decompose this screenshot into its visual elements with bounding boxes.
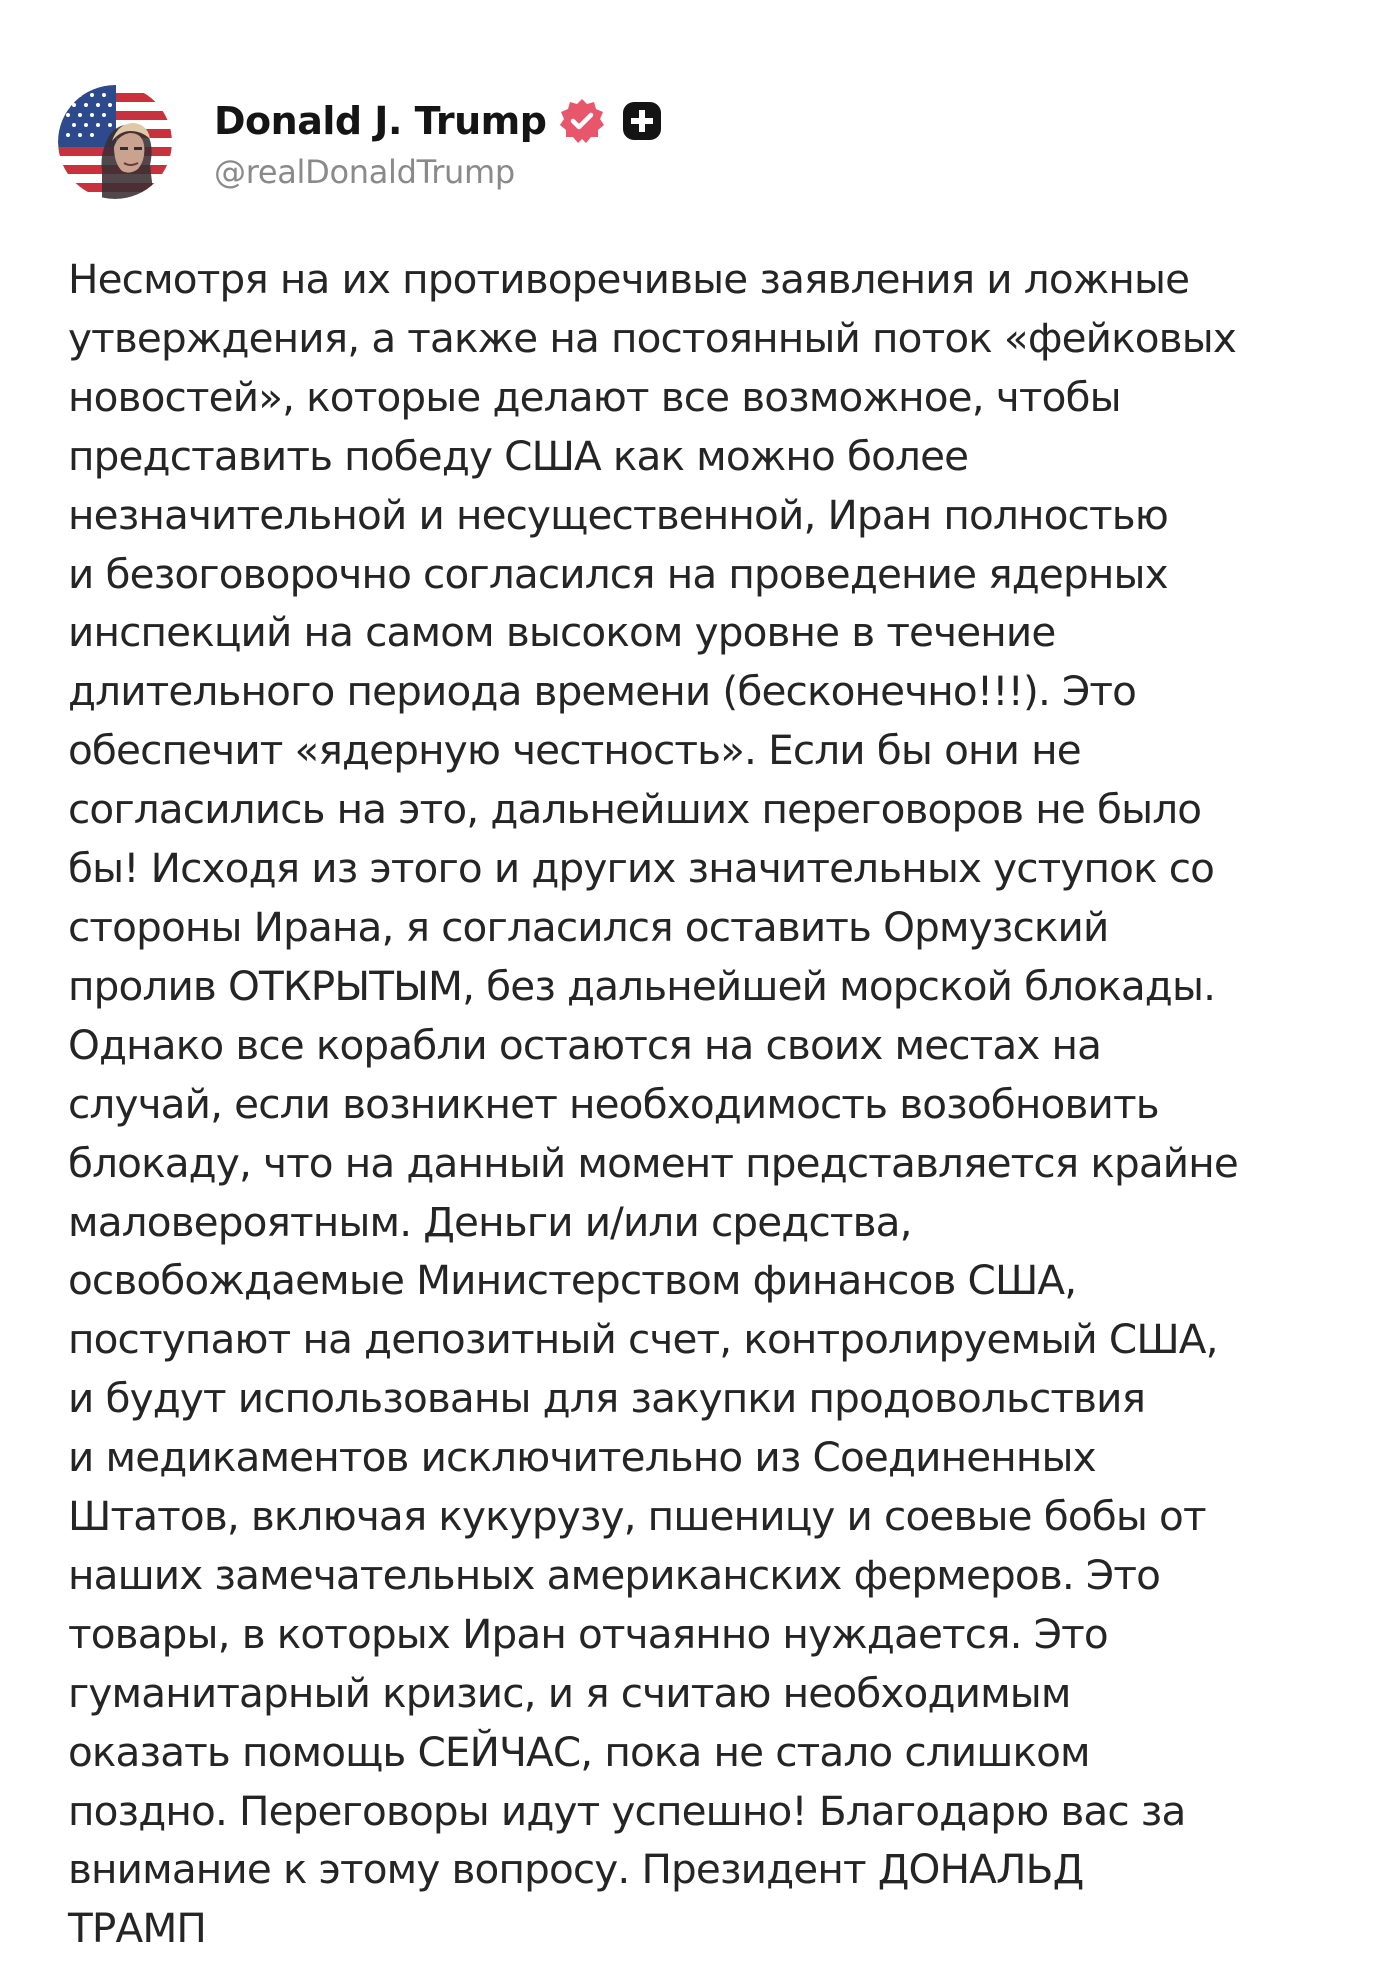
author-identity [214, 93, 664, 191]
verified-badge-icon [558, 97, 606, 145]
avatar-portrait-icon [58, 85, 172, 199]
plus-badge-icon [620, 99, 664, 143]
author-name-row [214, 93, 664, 149]
author-handle[interactable]: @realDonaldTrump [214, 153, 515, 191]
avatar[interactable] [58, 85, 172, 199]
author-display-name[interactable]: Donald J. Trump [214, 99, 547, 143]
post-text: Несмотря на их противоречивые заявления и ложные утверждения, а также на постоянный поток «фейковых новостей», которые делают все возможное, чтобы представить победу США как можно более незначительной и несущественной, Иран полностью и безоговорочно согласился на проведение ядерных инспекций на самом высоком уровне в течение длительного периода времени (бесконечно!!!). Это обеспечит «ядерную честность». Если бы они не согласились на это, дальнейших переговоров не было бы! Исходя из этого и других значительных уступок со стороны Ирана, я согласился оставить Ормузский пролив ОТКРЫТЫМ, без дальнейшей морской блокады. Однако все корабли остаются на своих местах на случай, если возникнет необходимость возобновить блокаду, что на данный момент представляется крайне маловероятным. Деньги и/или средства, освобождаемые Министерством финансов США, поступают на депозитный счет, контролируемый США, и будут использованы для закупки продовольствия и медикаментов исключительно из Соединенных Штатов, включая кукурузу, пшеницу и соевые бобы от наших замечательных американских фермеров. Это товары, в которых Иран отчаянно нуждается. Это гуманитарный кризис, и я считаю необходимым оказать помощь СЕЙЧАС, пока не стало слишком поздно. Переговоры идут успешно! Благодарю вас за внимание к этому вопросу. Президент ДОНАЛЬД ТРАМП [68, 255, 1238, 1953]
post-header [58, 82, 664, 202]
